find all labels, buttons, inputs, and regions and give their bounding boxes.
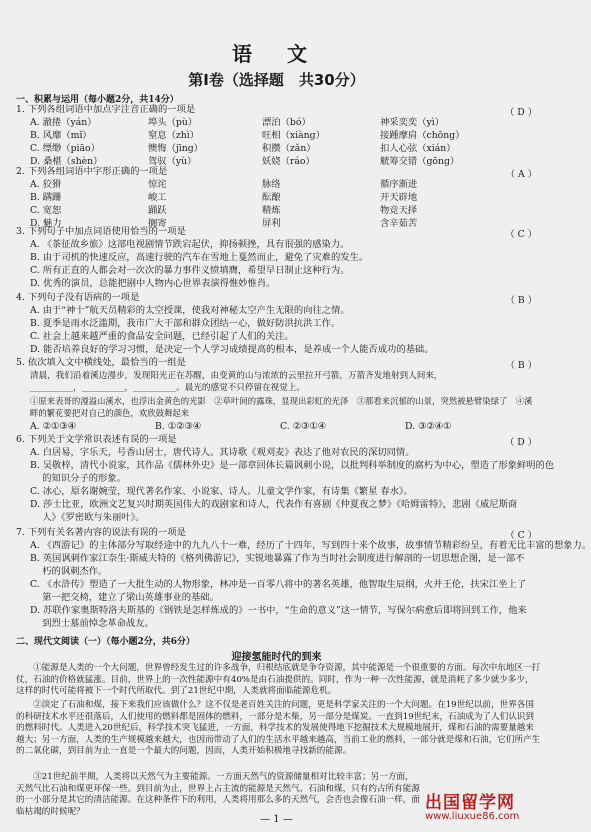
question-1-option-row-1-col-2: 旺相（xiàng）: [262, 130, 325, 141]
question-4-answer: （ B ）: [505, 295, 537, 306]
question-7-option-c-cont: 第一把交椅，建立了梁山英雄事业的基础。: [30, 592, 219, 603]
question-2-option-row-0-col-0: A. 狡猾: [30, 179, 62, 190]
section-heading-2: 二、现代文阅读（一）（每小题2分，共6分）: [16, 637, 196, 647]
page-title: 语 文: [232, 42, 321, 66]
article-paragraph-2: ②淡定了石油和煤，接下来我们应该做什么？这不仅是老百姓关注的问题，更是科学家关注的一个大问题。在19世纪以前，世界各国的科研技术水平还很落后，人们使用的燃料都是固体的燃料，一部分是木柴，另一部分是煤炭。一直到19世纪末，石油成为了人们认识到的燃料时代。人类进入20世纪后，科学技术突飞猛进，一方面，科学技术的发展使得地下挖掘技术大规模地展开，煤和石油的需要量越来越大；另一方面，人类的生产规模越来越大，也因而带动了人们的生活水平越来越高，当前工业的燃料，一部分就是煤和石油，它们所产生的二氧化碳，到目前为止一直是一个最大的问题，因而，人类开始积极地寻找新的能源。: [16, 700, 541, 757]
question-1-option-row-2-col-0: C. 缥缈（piāo）: [30, 143, 100, 154]
question-2-option-row-2-col-1: 踊跃: [148, 205, 167, 216]
question-3-stem: 3. 下列句子中加点词语使用恰当的一项是: [16, 226, 186, 237]
question-5-option-c: C. ②③①④: [280, 421, 327, 432]
site-logo: [425, 788, 550, 828]
question-2-option-row-1-col-2: 酝酿: [262, 192, 281, 203]
question-1-option-row-1-col-0: B. 风靡（mǐ）: [30, 130, 92, 141]
question-3-option-c: C. 所有正直的人都会对一次次的暴力事件义愤填膺，希望早日制止这种行为。: [30, 265, 350, 276]
question-6-option-d: D. 莎士比亚，欧洲文艺复兴时期英国伟大的戏剧家和诗人，代表作有喜剧《仲夏夜之梦》《哈姆雷特》，悲剧《威尼斯商: [30, 499, 518, 510]
question-2-option-row-3-col-3: 含辛茹苦: [380, 218, 418, 229]
question-2-option-row-2-col-3: 物竞天择: [380, 205, 418, 216]
question-4-stem: 4. 下列句子没有语病的一项是: [16, 292, 140, 303]
question-2-option-row-1-col-1: 峻工: [148, 192, 167, 203]
question-2-option-row-0-col-3: 循序渐进: [380, 179, 418, 190]
question-7-stem: 7. 下列有关名著内容的说法有误的一项是: [16, 527, 186, 538]
question-2-option-row-1-col-0: B. 蹒跚: [30, 192, 62, 203]
question-1-option-row-2-col-1: 懊悔（jīng）: [148, 143, 203, 154]
article-paragraph-3: ③21世纪前半期，人类将以天然气为主要能源。一方面天然气的资源储量相对比较丰富；另一方面，天然气比石油和煤更环保一些。到目前为止，世界上占主流的能源是天然气、石油和煤，只有约占所有能源的一小部分是其它的清洁能源。在这种条件下的利用，人类将用那么多的天然气，会否也会像石油一样，面临枯竭的时候呢？: [16, 772, 420, 817]
question-1-option-row-3-col-0: D. 桑椹（shèn）: [30, 156, 103, 167]
section-heading-1: 一、积累与运用（每小题2分，共14分）: [16, 95, 179, 105]
question-5-answer: （ B ）: [505, 360, 537, 371]
question-1-option-row-2-col-3: 扣人心弦（xián）: [380, 143, 456, 154]
question-1-option-row-2-col-2: 积攒（zǎn）: [262, 143, 316, 154]
question-5-option-b: B. ①②③④: [155, 421, 202, 432]
question-1-option-row-1-col-3: 接踵摩肩（chōng）: [380, 130, 465, 141]
question-3-option-b: B. 由于司机的快速反应，高速行驶的汽车在雪地上戛然而止，避免了灾难的发生。: [30, 252, 369, 263]
question-6-option-b-cont: 的知识分子的形象。: [30, 473, 126, 484]
article-title: 迎接氢能时代的到来: [231, 652, 322, 663]
question-5-stem: 5. 依次填入文中横线处，最恰当的一组是: [16, 357, 186, 368]
article-paragraph-1: ①能源是人类的一个大问题，世界曾经发生过的许多战争，归根结底就是争夺资源，其中能源是一个很重要的方面。每次中东地区一打仗，石油的价格就猛涨。目前，世界上的一次性能源中有40%是由石油提供的。同时，作为一种一次性能源，就是消耗了多少就少多少，这样的时代可能将被下一个时代所取代。到了21世纪中期，人类就将面临能源危机。: [16, 663, 541, 697]
question-2-option-row-2-col-0: C. 宽恕: [30, 205, 62, 216]
question-7-option-a: A. 《西游记》的主体部分写取经途中的九九八十一难，经历了十四年，写到四十来个故事，故事情节精彩纷呈，有着无比丰富的想象力。: [30, 540, 591, 551]
question-4-option-b: B. 夏季是雨水泛滥期，我市广大干部和群众团结一心，做好防洪抗洪工作。: [30, 318, 341, 329]
question-6-answer: （ D ）: [505, 437, 537, 448]
question-6-stem: 6. 下列关于文学常识表述有误的一项是: [16, 434, 177, 445]
question-7-option-b: B. 英国讽刺作家江奈生·斯威夫特的《格列佛游记》，实锐地暴露了作为当时社会制度进行解剖的一切思想企图，是一部不: [30, 553, 525, 564]
question-7-option-b-cont: 朽的讽刺杰作。: [30, 566, 108, 577]
question-1-option-row-3-col-3: 觥筹交错（gōng）: [380, 156, 460, 167]
question-2-option-row-3-col-1: 搁寄: [148, 218, 167, 229]
question-6-option-b: B. 吴敬梓，清代小说家，其作品《儒林外史》是一部章回体长篇讽刺小说，以批判科举制度的腐朽为中心，塑造了形象鲜明的色: [30, 460, 555, 471]
question-1-option-row-0-col-1: 埠头（pù）: [148, 117, 198, 128]
question-7-option-d-cont: 到烈士墓前悼念革命战友。: [30, 618, 154, 629]
question-7-option-c: C. 《水浒传》塑造了一大批生动的人物形象，林冲是一百零八将中的著名英雄，他智取生辰纲，火并王伦，扶宋江坐上了: [30, 579, 527, 590]
question-6-option-d-cont: 人》《罗密欧与朱丽叶》。: [30, 512, 145, 523]
question-2-option-row-2-col-2: 精炼: [262, 205, 281, 216]
question-7-answer: （ C ）: [505, 530, 537, 541]
question-7-option-d: D. 苏联作家奥斯特洛夫斯基的《钢铁是怎样炼成的》一书中，“生命的意义”这一情节，写保尔病愈后即将回到工作，他来: [30, 605, 527, 616]
question-6-option-a: A. 白居易，字乐天，号香山居士，唐代诗人。其诗歌《观刈麦》表达了他对农民的深切同情。: [30, 447, 415, 458]
question-1-option-row-1-col-1: 窒息（zhì）: [148, 130, 200, 141]
question-2-stem: 2. 下列各组词语中字形正确的一项是: [16, 166, 168, 177]
question-2-option-row-0-col-1: 惊诧: [148, 179, 167, 190]
question-2-option-row-0-col-2: 脉络: [262, 179, 281, 190]
question-5-passage-1: 清晨，我们沿着溪边漫步，发现阳光正在苏醒，由变黄的山与浓浓的云里拉开弓箭，万箭齐发地射到人间来，: [30, 371, 443, 381]
question-2-option-row-3-col-0: D. 魅力: [30, 218, 62, 229]
logo-url: www.liuxue86.com: [425, 811, 520, 822]
page-subtitle: 第Ⅰ卷（选择题 共30分）: [188, 71, 365, 89]
page-number: — 1 —: [260, 814, 293, 825]
question-1-option-row-3-col-1: 驾驭（yù）: [148, 156, 197, 167]
question-4-option-c: C. 社会上越来越严重的食品安全问题，已经引起了人们的关注。: [30, 331, 294, 342]
question-1-option-row-0-col-0: A. 澈捲（yán）: [30, 117, 97, 128]
question-1-option-row-0-col-2: 漂泊（bó）: [262, 117, 311, 128]
question-6-option-c: C. 冰心，原名谢婉莹，现代著名作家、小说家、诗人、儿童文学作家，有诗集《繁星 春水》。: [30, 486, 413, 497]
question-1-option-row-0-col-3: 神采奕奕（yì）: [380, 117, 445, 128]
question-3-option-a: A. 《茶征故乡旅》这部电视剧情节跌宕起伏，抑扬顿挫，具有很强的感染力。: [30, 239, 350, 250]
question-1-option-row-3-col-2: 妖娆（ráo）: [262, 156, 315, 167]
question-2-option-row-3-col-2: 屏利: [262, 218, 281, 229]
question-1-answer: （ D ）: [505, 107, 537, 118]
question-5-choices: ①原来表哥的漫溢山溪水，也浮出金黄色的光影 ②草叶间的露珠，显现出彩虹的光泽 ③那看来沉郁的山景，突然被悬臂染绿了 ④溪畔的繁花要把对自己的颜色，欢欣鼓舞起来: [30, 396, 533, 418]
question-4-option-d: D. 能否培养良好的学习习惯，是决定一个人学习成绩提高的根本，是养成一个人能否成功的基础。: [30, 344, 434, 355]
question-2-answer: （ A ）: [505, 169, 537, 180]
question-5-option-d: D. ③②④①: [405, 421, 452, 432]
question-3-option-d: D. 优秀的演员，总能把剧中人物内心世界表演得惟妙惟肖。: [30, 278, 276, 289]
question-1-stem: 1. 下列各组词语中加点字注音正确的一项是: [16, 104, 196, 115]
logo-name: 出国留学网: [425, 793, 515, 813]
question-2-option-row-1-col-3: 开天辟地: [380, 192, 418, 203]
question-3-answer: （ C ）: [505, 229, 537, 240]
question-5-option-a: A. ②①③④: [30, 421, 76, 432]
question-5-passage-2: __________，__________，__________。晨光的感觉不只停留在视觉上。: [30, 383, 306, 393]
question-4-option-a: A. 由于“神十”航天员精彩的太空授课，使我对神秘太空产生无限的向往之情。: [30, 305, 350, 316]
